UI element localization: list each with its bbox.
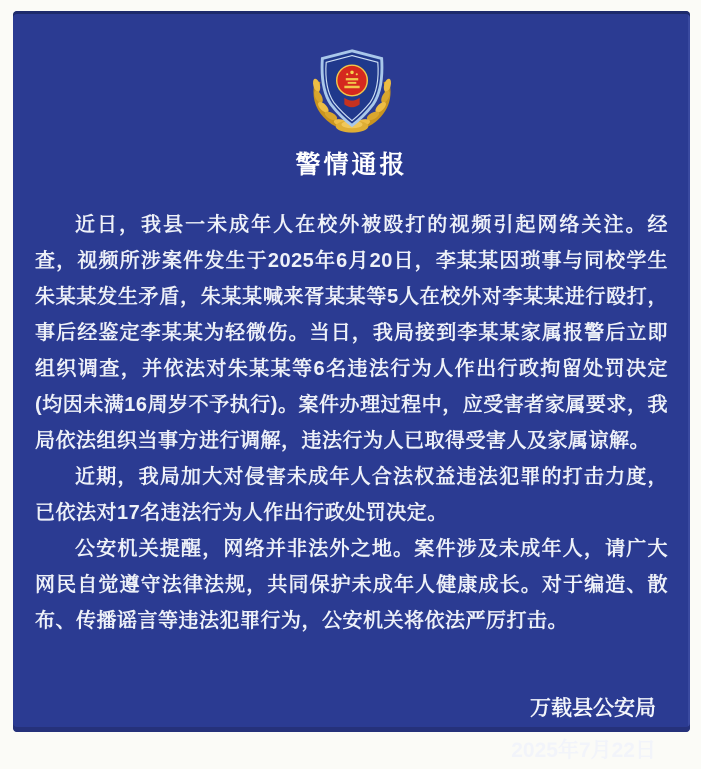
notice-panel	[13, 11, 690, 762]
emblem-container	[13, 11, 690, 135]
notice-body	[13, 181, 690, 639]
notice-paragraph: 公安机关提醒，网络并非法外之地。案件涉及未成年人，请广大网民自觉遵守法律法规，共同保护未成年人健康成长。对于编造、散布、传播谣言等违法犯罪行为，公安机关将依法严厉打击。	[35, 538, 668, 632]
police-badge-icon	[304, 47, 400, 135]
notice-paragraph: 近期，我局加大对侵害未成年人合法权益违法犯罪的打击力度，已依法对17名违法行为人作出行政处罚决定。	[35, 466, 668, 524]
issuing-authority: 万载县公安局	[530, 697, 656, 720]
notice-title: 警情通报	[295, 151, 408, 179]
signature-block	[13, 691, 690, 769]
notice-paragraph: 近日，我县一未成年人在校外被殴打的视频引起网络关注。经查，视频所涉案件发生于2025年6月20日，李某某因琐事与同校学生朱某某发生矛盾，朱某某喊来胥某某等5人在校外对李某某进行殴打，事后经鉴定李某某为轻微伤。当日，我局接到李某某家属报警后立即组织调查，并依法对朱某某等6名违法行为人作出行政拘留处罚决定(均因未满16周岁不予执行)。案件办理过程中，应受害者家属要求，我局依法组织当事方进行调解，违法行为人已取得受害人及家属谅解。	[35, 214, 668, 452]
issue-date: 2025年7月22日	[511, 739, 656, 762]
